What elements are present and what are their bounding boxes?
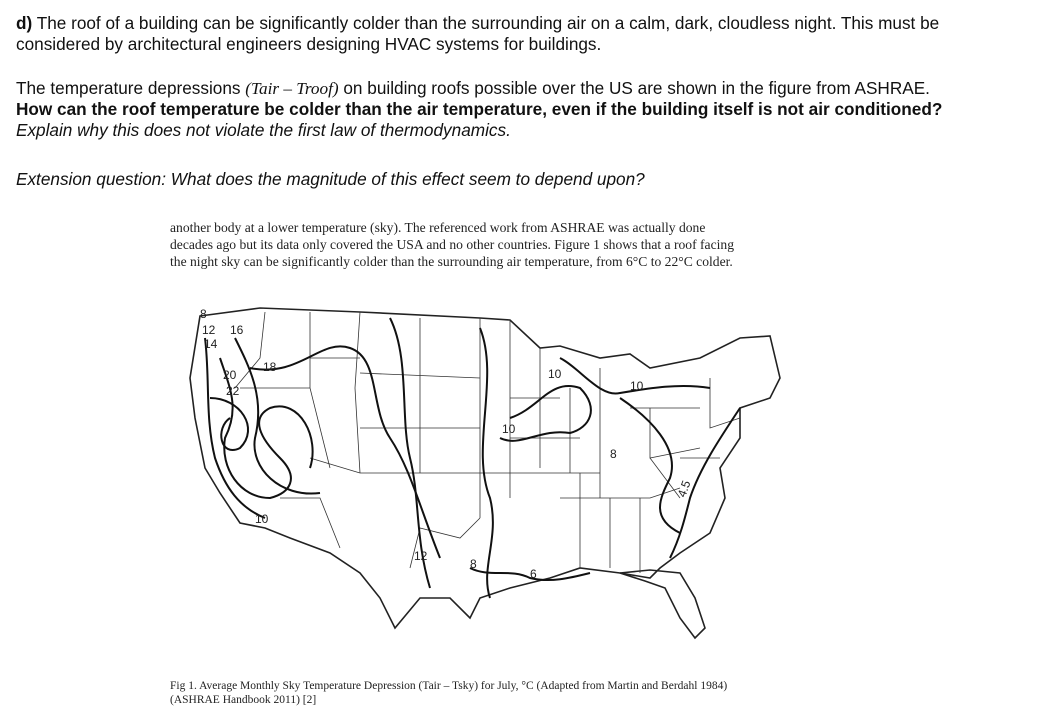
contour-label: 10	[502, 422, 516, 436]
caption-line-1: Fig 1. Average Monthly Sky Temperature Depression (Tair – Tsky) for July, °C (Adapted from Martin and Berdahl 1984)	[170, 680, 728, 692]
excerpt-line-1: another body at a lower temperature (sky). The referenced work from ASHRAE was actually done	[170, 220, 706, 235]
contour-lines	[205, 318, 740, 598]
contour-label: 6	[530, 567, 537, 581]
contour-label: 4.5	[674, 478, 694, 500]
contour-label: 18	[263, 360, 277, 374]
excerpt-line-3: the night sky can be significantly colder than the surrounding air temperature, from 6°C to 22°C colder.	[170, 254, 733, 269]
extension-question: Extension question: What does the magnitude of this effect seem to depend upon?	[16, 169, 645, 189]
bold-question: How can the roof temperature be colder than the air temperature, even if the building itself is not air conditioned?	[16, 99, 943, 119]
part-label: d)	[16, 13, 33, 33]
intro-text: The roof of a building can be significantly colder than the surrounding air on a calm, dark, cloudless night. This must be	[32, 13, 940, 33]
contour-label: 12	[414, 549, 428, 563]
contour-label: 20	[223, 368, 237, 382]
us-outline	[190, 308, 780, 628]
depression-pre: The temperature depressions	[16, 78, 246, 98]
contour-label: 10	[548, 367, 562, 381]
depression-formula: (Tair – Troof)	[245, 79, 339, 98]
contour-label: 8	[200, 307, 207, 321]
explain-text: Explain why this does not violate the first law of thermodynamics.	[16, 120, 511, 140]
question-intro	[16, 13, 1056, 55]
contour-label: 16	[230, 323, 244, 337]
map-svg	[180, 298, 855, 648]
excerpt-line-2: decades ago but its data only covered the USA and no other countries. Figure 1 shows that a roof facing	[170, 237, 734, 252]
intro-text-line2: considered by architectural engineers designing HVAC systems for buildings.	[16, 34, 602, 54]
depression-post: on building roofs possible over the US are shown in the figure from ASHRAE.	[338, 78, 930, 98]
contour-label: 10	[255, 512, 269, 526]
contour-label: 8	[610, 447, 617, 461]
contour-label: 14	[204, 337, 218, 351]
contour-label: 22	[226, 384, 240, 398]
florida-outline	[620, 570, 705, 638]
caption-line-2: (ASHRAE Handbook 2011) [2]	[170, 694, 317, 706]
contour-label: 12	[202, 323, 216, 337]
textbook-excerpt	[170, 219, 850, 270]
contour-label: 10	[630, 379, 644, 393]
us-sky-depression-map	[180, 298, 855, 648]
contour-label: 8	[470, 557, 477, 571]
question-body	[16, 78, 1056, 141]
